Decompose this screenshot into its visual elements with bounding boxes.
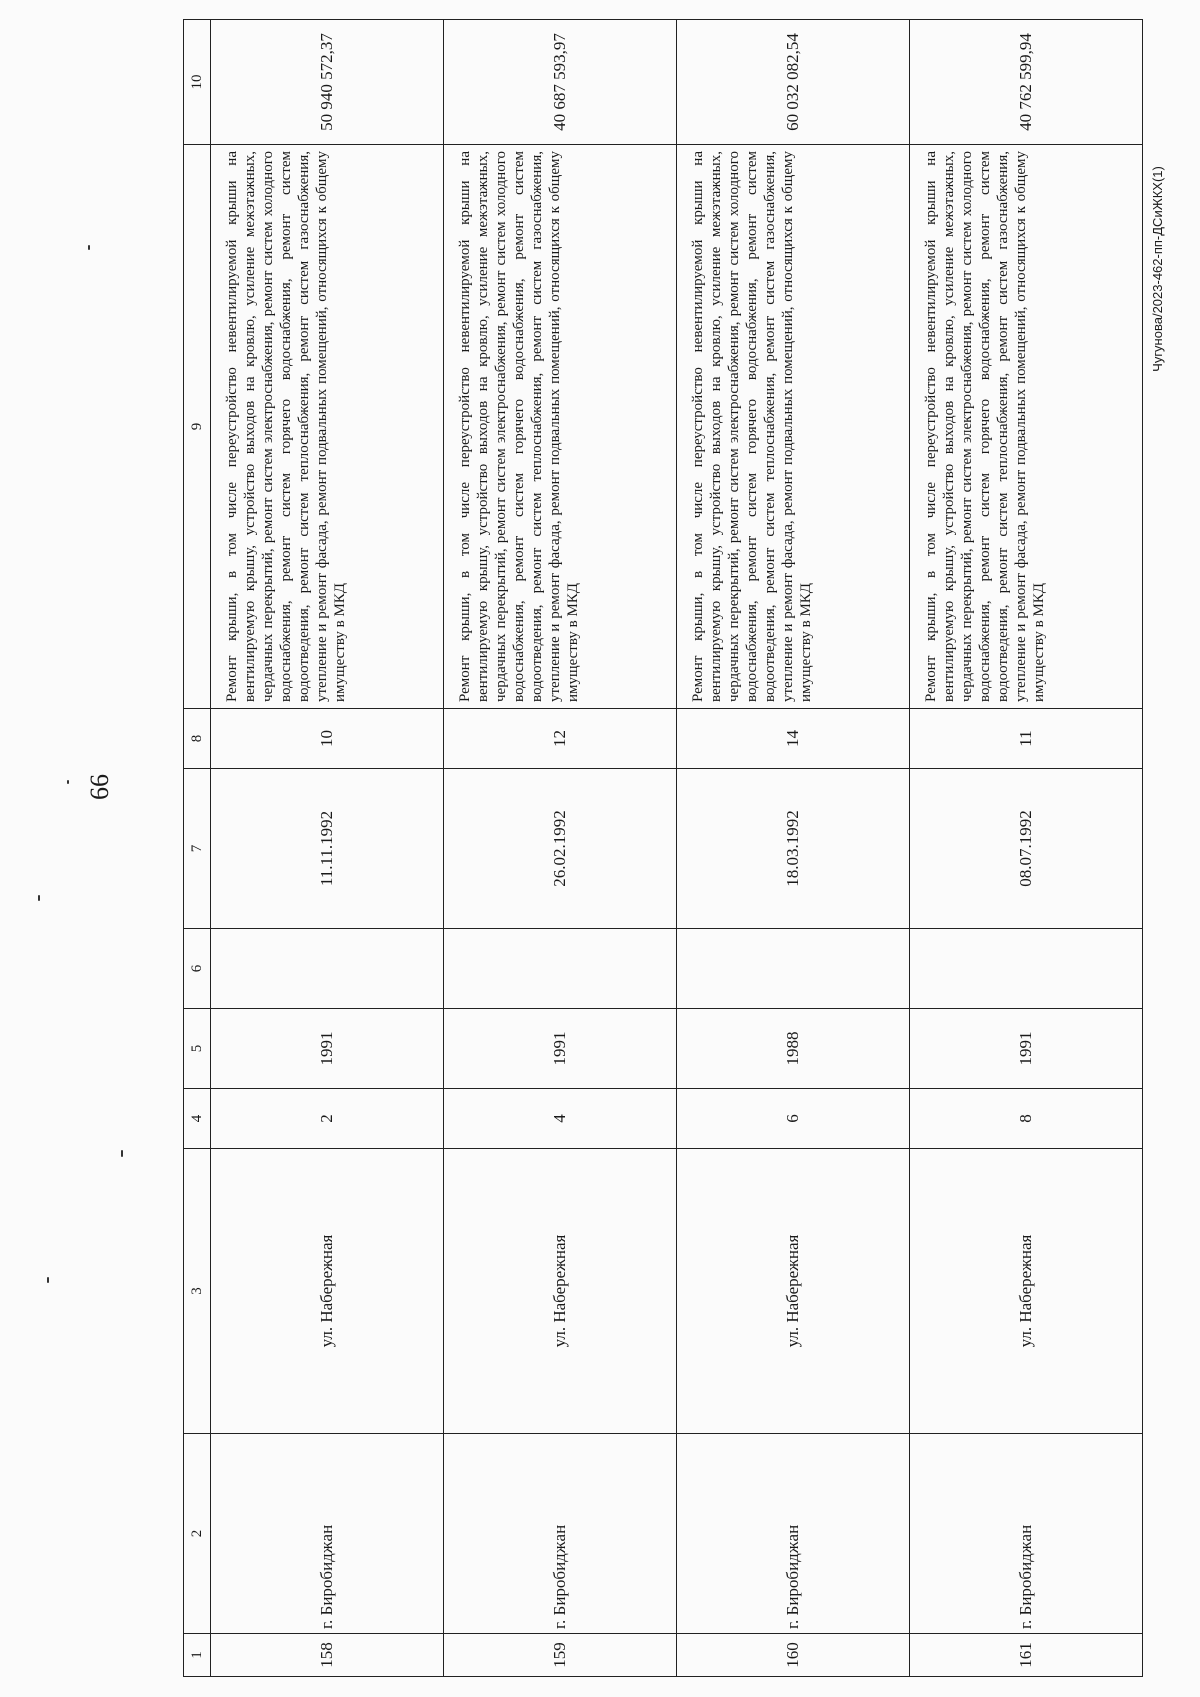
column-number: 3 [184, 1149, 211, 1434]
column-number: 7 [184, 769, 211, 929]
house-number-cell: 2 [211, 1089, 444, 1149]
empty-cell [444, 929, 677, 1009]
scan-speck [121, 1150, 123, 1157]
floors-cell: 11 [910, 709, 1143, 769]
year-cell: 1991 [444, 1009, 677, 1089]
date-cell: 26.02.1992 [444, 769, 677, 929]
year-cell: 1991 [211, 1009, 444, 1089]
row-number: 160 [677, 1634, 910, 1677]
city-cell: г. Биробиджан [910, 1434, 1143, 1634]
row-number: 159 [444, 1634, 677, 1677]
cost-cell: 40 762 599,94 [910, 20, 1143, 145]
column-number: 4 [184, 1089, 211, 1149]
house-number-cell: 8 [910, 1089, 1143, 1149]
scan-speck [47, 1277, 49, 1283]
table-row [444, 20, 677, 1677]
table-row [677, 20, 910, 1677]
row-number: 161 [910, 1634, 1143, 1677]
column-number: 9 [184, 145, 211, 709]
works-cell: Ремонт крыши, в том числе переустройство невентилируемой крыши на вентилируемую крышу, устройство выходов на кровлю, усиление межэтажных, чердачных перекрытий, ремонт систем электроснабжения, ремонт систем холодного водоснабжения, ремонт систем горячего водоснабжения, ремонт систем водоотведения, ремонт систем теплоснабжения, ремонт систем газоснабжения, утепление и ремонт фасада, ремонт подвальных помещений, относящихся к общему имуществу в МКД [444, 145, 677, 709]
floors-cell: 10 [211, 709, 444, 769]
scan-speck [88, 245, 90, 250]
floors-cell: 14 [677, 709, 910, 769]
street-cell: ул. Набережная [677, 1149, 910, 1434]
cost-cell: 60 032 082,54 [677, 20, 910, 145]
street-cell: ул. Набережная [910, 1149, 1143, 1434]
city-cell: г. Биробиджан [677, 1434, 910, 1634]
floors-cell: 12 [444, 709, 677, 769]
column-number: 8 [184, 709, 211, 769]
works-cell: Ремонт крыши, в том числе переустройство невентилируемой крыши на вентилируемую крышу, устройство выходов на кровлю, усиление межэтажных, чердачных перекрытий, ремонт систем электроснабжения, ремонт систем холодного водоснабжения, ремонт систем горячего водоснабжения, ремонт систем водоотведения, ремонт систем теплоснабжения, ремонт систем газоснабжения, утепление и ремонт фасада, ремонт подвальных помещений, относящихся к общему имуществу в МКД [910, 145, 1143, 709]
date-cell: 11.11.1992 [211, 769, 444, 929]
page-number: 66 [85, 774, 114, 800]
column-number: 5 [184, 1009, 211, 1089]
year-cell: 1988 [677, 1009, 910, 1089]
column-number: 10 [184, 20, 211, 145]
document-footer-code: Чугунова/2023-462-пп-ДСиЖКХ(1) [1150, 166, 1165, 372]
empty-cell [211, 929, 444, 1009]
year-cell: 1991 [910, 1009, 1143, 1089]
cost-cell: 50 940 572,37 [211, 20, 444, 145]
scan-speck [38, 895, 40, 901]
street-cell: ул. Набережная [444, 1149, 677, 1434]
capital-repair-table [183, 19, 1143, 1677]
column-number-row [184, 20, 211, 1677]
column-number: 2 [184, 1434, 211, 1634]
city-cell: г. Биробиджан [211, 1434, 444, 1634]
empty-cell [677, 929, 910, 1009]
column-number: 1 [184, 1634, 211, 1677]
empty-cell [910, 929, 1143, 1009]
table-row [910, 20, 1143, 1677]
date-cell: 08.07.1992 [910, 769, 1143, 929]
city-cell: г. Биробиджан [444, 1434, 677, 1634]
house-number-cell: 6 [677, 1089, 910, 1149]
works-cell: Ремонт крыши, в том числе переустройство невентилируемой крыши на вентилируемую крышу, устройство выходов на кровлю, усиление межэтажных, чердачных перекрытий, ремонт систем электроснабжения, ремонт систем холодного водоснабжения, ремонт систем горячего водоснабжения, ремонт систем водоотведения, ремонт систем теплоснабжения, ремонт систем газоснабжения, утепление и ремонт фасада, ремонт подвальных помещений, относящихся к общему имуществу в МКД [677, 145, 910, 709]
row-number: 158 [211, 1634, 444, 1677]
column-number: 6 [184, 929, 211, 1009]
date-cell: 18.03.1992 [677, 769, 910, 929]
works-cell: Ремонт крыши, в том числе переустройство невентилируемой крыши на вентилируемую крышу, устройство выходов на кровлю, усиление межэтажных, чердачных перекрытий, ремонт систем электроснабжения, ремонт систем холодного водоснабжения, ремонт систем горячего водоснабжения, ремонт систем водоотведения, ремонт систем теплоснабжения, ремонт систем газоснабжения, утепление и ремонт фасада, ремонт подвальных помещений, относящихся к общему имуществу в МКД [211, 145, 444, 709]
table-row [211, 20, 444, 1677]
house-number-cell: 4 [444, 1089, 677, 1149]
cost-cell: 40 687 593,97 [444, 20, 677, 145]
street-cell: ул. Набережная [211, 1149, 444, 1434]
scan-speck [67, 780, 69, 784]
